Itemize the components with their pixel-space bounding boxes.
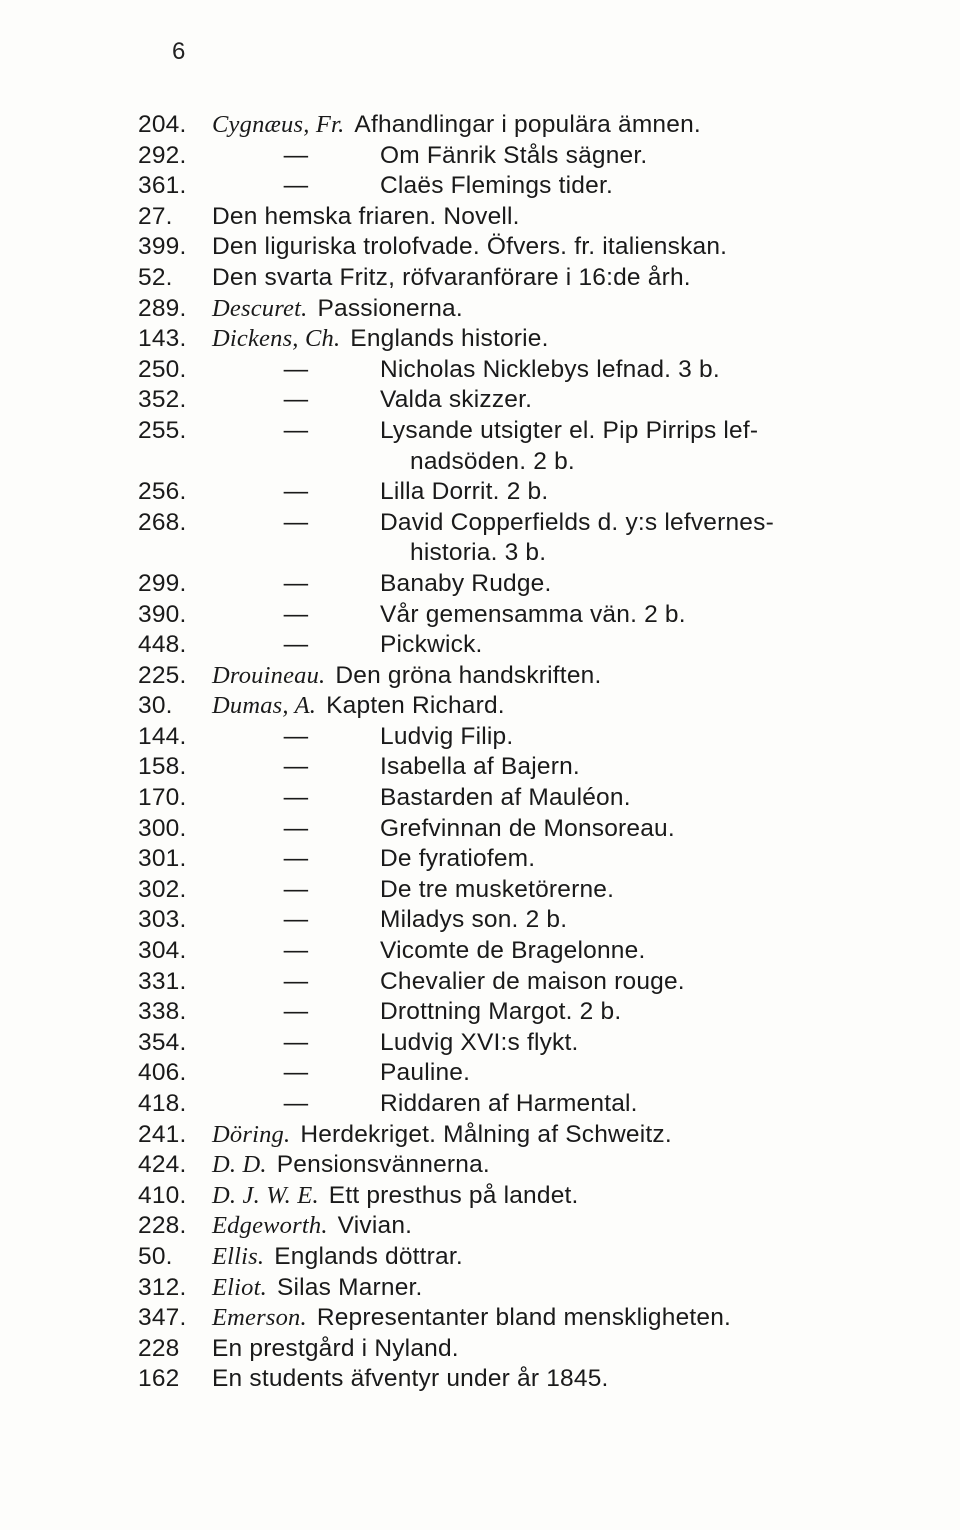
ditto-dash: — <box>283 508 309 536</box>
entry-number: 390. <box>138 600 187 628</box>
entry-title: Passionerna. <box>317 294 463 322</box>
entry-title: Kapten Richard. <box>326 692 505 720</box>
entry-title: Representanter bland menskligheten. <box>316 1304 732 1332</box>
entry-title: Ett presthus på landet. <box>328 1181 579 1209</box>
catalog-entry <box>138 141 898 172</box>
entry-title: En prestgård i Nyland. <box>212 1334 459 1362</box>
entry-title: Pauline. <box>380 1059 471 1087</box>
entry-number: 347. <box>138 1304 187 1332</box>
catalog-entry <box>138 691 898 722</box>
ditto-dash: — <box>283 631 309 659</box>
entry-title: Om Fänrik Ståls sägner. <box>380 141 648 169</box>
entry-number: 299. <box>138 569 187 597</box>
entry-author: D. D. <box>212 1151 267 1179</box>
catalog-entry <box>138 875 898 906</box>
ditto-dash: — <box>283 569 309 597</box>
entry-title: Claës Flemings tider. <box>380 172 613 200</box>
entry-number: 300. <box>138 814 187 842</box>
catalog-entry <box>138 355 898 386</box>
entry-author: Eliot. <box>212 1273 267 1301</box>
ditto-dash: — <box>283 1028 309 1056</box>
entry-number: 162 <box>138 1365 180 1393</box>
entry-number: 158. <box>138 753 187 781</box>
entry-number: 338. <box>138 998 187 1026</box>
catalog-entry <box>138 997 898 1028</box>
entry-title: De tre musketörerne. <box>380 875 615 903</box>
entry-number: 301. <box>138 845 187 873</box>
ditto-dash: — <box>283 172 309 200</box>
catalog-entry <box>138 263 898 294</box>
entry-number: 241. <box>138 1120 187 1148</box>
entry-number: 418. <box>138 1090 187 1117</box>
catalog-entry <box>138 110 898 141</box>
ditto-dash: — <box>283 937 309 965</box>
entry-title: Herdekriget. Målning af Schweitz. <box>300 1120 672 1148</box>
entry-number: 250. <box>138 355 187 383</box>
entry-title: Pickwick. <box>380 631 483 659</box>
entry-number: 144. <box>138 722 187 750</box>
entry-number: 228 <box>138 1334 180 1362</box>
entry-number: 256. <box>138 478 187 506</box>
entry-author: Dumas, A. <box>212 692 317 720</box>
catalog-entry <box>138 569 898 600</box>
catalog-entry <box>138 1181 898 1212</box>
ditto-dash: — <box>283 845 309 873</box>
entry-title: Den svarta Fritz, röfvaranförare i 16:de årh. <box>212 263 691 291</box>
entry-number: 312. <box>138 1273 187 1301</box>
entry-number: 303. <box>138 906 187 934</box>
entry-title: Den liguriska trolofvade. Öfvers. fr. italienskan. <box>212 233 728 261</box>
entry-author: Dickens, Ch. <box>212 325 341 353</box>
entry-title: Den gröna handskriften. <box>335 661 602 689</box>
catalog-entry <box>138 1242 898 1273</box>
entry-author: Descuret. <box>212 294 308 322</box>
entry-number: 424. <box>138 1151 187 1179</box>
entry-title: Den hemska friaren. Novell. <box>212 202 520 230</box>
entry-number: 399. <box>138 233 187 261</box>
catalog-entry <box>138 752 898 783</box>
ditto-dash: — <box>283 1059 309 1087</box>
ditto-dash: — <box>283 967 309 995</box>
catalog-entry <box>138 324 898 355</box>
catalog-entry <box>138 844 898 875</box>
entry-title: Nicholas Nicklebys lefnad. 3 b. <box>380 355 720 383</box>
ditto-dash: — <box>283 998 309 1026</box>
entry-number: 204. <box>138 111 187 138</box>
entry-author: Ellis. <box>212 1242 265 1270</box>
entry-title: Banaby Rudge. <box>380 569 552 597</box>
catalog-entry <box>138 416 898 447</box>
entry-author: Emerson. <box>212 1304 307 1332</box>
catalog-entry <box>138 538 898 569</box>
entry-title: Chevalier de maison rouge. <box>380 967 685 995</box>
entry-number: 304. <box>138 937 187 965</box>
entry-title: nadsöden. 2 b. <box>410 447 575 475</box>
catalog-entry <box>138 967 898 998</box>
entry-number: 406. <box>138 1059 187 1087</box>
entry-title: De fyratiofem. <box>380 845 536 873</box>
catalog-entry <box>138 1120 898 1151</box>
catalog-entry <box>138 1089 898 1120</box>
entry-title: Lysande utsigter el. Pip Pirrips lef- <box>380 416 759 444</box>
entry-author: Cygnæus, Fr. <box>212 111 345 138</box>
entry-number: 410. <box>138 1181 187 1209</box>
entry-title: historia. 3 b. <box>410 539 547 567</box>
entry-author: D. J. W. E. <box>212 1181 319 1209</box>
catalog-entry <box>138 1150 898 1181</box>
entry-title: Miladys son. 2 b. <box>380 906 568 934</box>
ditto-dash: — <box>283 600 309 628</box>
ditto-dash: — <box>283 416 309 444</box>
entry-title: Bastarden af Mauléon. <box>380 784 631 812</box>
ditto-dash: — <box>283 355 309 383</box>
entry-number: 331. <box>138 967 187 995</box>
entry-number: 361. <box>138 172 187 200</box>
entry-title: Ludvig XVI:s flykt. <box>380 1028 579 1056</box>
catalog-entry <box>138 1334 898 1365</box>
entry-number: 50. <box>138 1242 173 1270</box>
entry-number: 27. <box>138 202 173 230</box>
entry-number: 143. <box>138 325 187 353</box>
catalog-entry <box>138 477 898 508</box>
catalog-list <box>138 110 898 1395</box>
catalog-entry <box>138 630 898 661</box>
catalog-entry <box>138 905 898 936</box>
ditto-dash: — <box>283 906 309 934</box>
entry-title: Vivian. <box>337 1212 413 1240</box>
entry-title: Drottning Margot. 2 b. <box>380 998 622 1026</box>
page-number: 6 <box>172 38 186 65</box>
catalog-entry <box>138 722 898 753</box>
entry-number: 354. <box>138 1028 187 1056</box>
ditto-dash: — <box>283 1090 309 1117</box>
catalog-entry <box>138 1273 898 1304</box>
catalog-entry <box>138 385 898 416</box>
entry-number: 30. <box>138 692 173 720</box>
entry-title: Silas Marner. <box>276 1273 423 1301</box>
entry-number: 255. <box>138 416 187 444</box>
catalog-entry <box>138 783 898 814</box>
entry-number: 352. <box>138 386 187 414</box>
catalog-entry <box>138 936 898 967</box>
entry-number: 289. <box>138 294 187 322</box>
catalog-entry <box>138 508 898 539</box>
catalog-entry <box>138 1364 898 1395</box>
entry-number: 228. <box>138 1212 187 1240</box>
catalog-entry <box>138 600 898 631</box>
ditto-dash: — <box>283 814 309 842</box>
entry-title: Riddaren af Harmental. <box>380 1090 638 1117</box>
catalog-entry <box>138 1028 898 1059</box>
catalog-entry <box>138 814 898 845</box>
ditto-dash: — <box>283 875 309 903</box>
entry-title: Lilla Dorrit. 2 b. <box>380 478 549 506</box>
ditto-dash: — <box>283 478 309 506</box>
catalog-entry <box>138 1303 898 1334</box>
catalog-entry <box>138 1211 898 1242</box>
entry-author: Edgeworth. <box>212 1212 328 1240</box>
entry-title: Isabella af Bajern. <box>380 753 580 781</box>
catalog-entry <box>138 294 898 325</box>
entry-title: Ludvig Filip. <box>380 722 514 750</box>
catalog-entry <box>138 447 898 478</box>
entry-title: Pensionsvännerna. <box>276 1151 490 1179</box>
entry-title: Afhandlingar i populära ämnen. <box>354 111 701 138</box>
entry-author: Drouineau. <box>212 661 326 689</box>
entry-number: 225. <box>138 661 187 689</box>
ditto-dash: — <box>283 141 309 169</box>
entry-title: En students äfventyr under år 1845. <box>212 1365 609 1393</box>
entry-title: David Copperfields d. y:s lefvernes- <box>380 508 774 536</box>
ditto-dash: — <box>283 722 309 750</box>
entry-number: 170. <box>138 784 187 812</box>
catalog-entry <box>138 232 898 263</box>
entry-title: Englands historie. <box>350 325 549 353</box>
entry-number: 52. <box>138 263 173 291</box>
entry-number: 448. <box>138 631 187 659</box>
entry-number: 302. <box>138 875 187 903</box>
entry-title: Vår gemensamma vän. 2 b. <box>380 600 686 628</box>
catalog-entry <box>138 202 898 233</box>
entry-author: Döring. <box>212 1120 291 1148</box>
catalog-entry <box>138 661 898 692</box>
entry-title: Grefvinnan de Monsoreau. <box>380 814 675 842</box>
ditto-dash: — <box>283 753 309 781</box>
entry-title: Englands döttrar. <box>274 1242 463 1270</box>
entry-number: 292. <box>138 141 187 169</box>
entry-title: Valda skizzer. <box>380 386 533 414</box>
ditto-dash: — <box>283 784 309 812</box>
entry-number: 268. <box>138 508 187 536</box>
catalog-entry <box>138 1058 898 1089</box>
entry-title: Vicomte de Bragelonne. <box>380 937 646 965</box>
catalog-entry <box>138 171 898 202</box>
ditto-dash: — <box>283 386 309 414</box>
